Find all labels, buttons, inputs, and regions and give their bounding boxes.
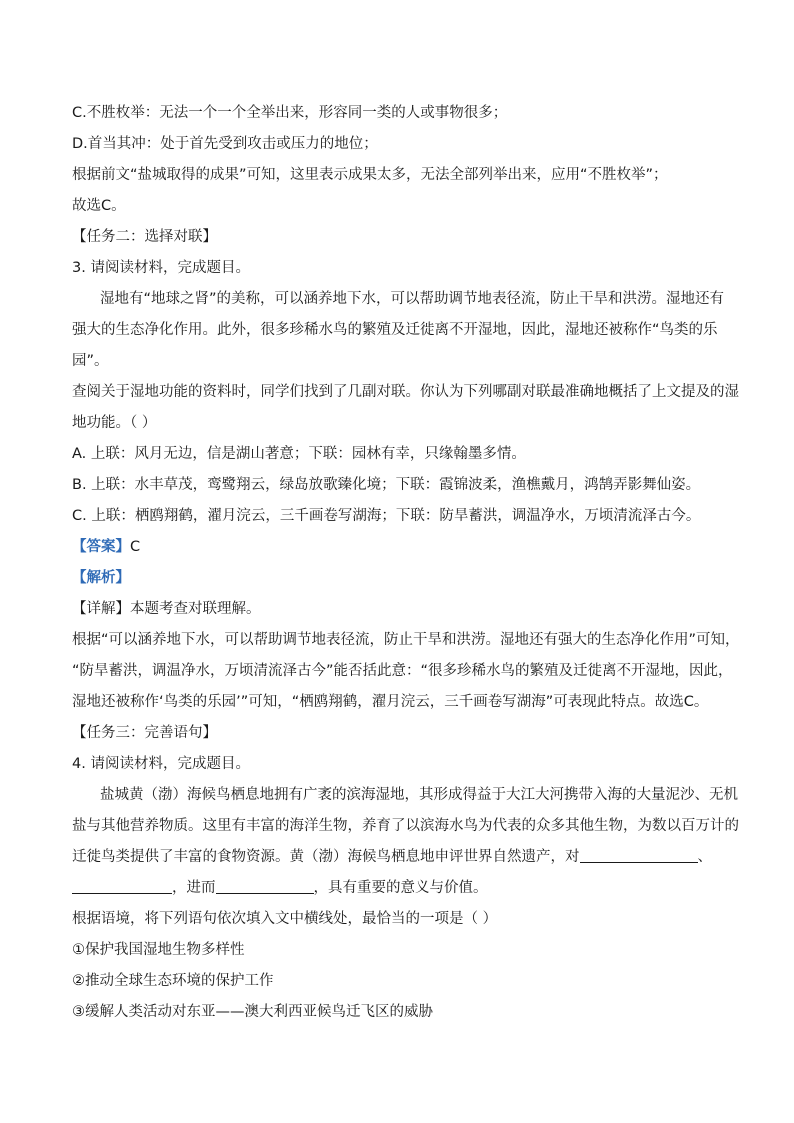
text-segment: ，具有重要的意义与价值。 — [313, 880, 488, 896]
choice-item-1: ①保护我国湿地生物多样性 — [72, 942, 245, 958]
analysis-tag: 【解析】 — [72, 570, 130, 586]
text-line: C.不胜枚举：无法一个一个全举出来，形容同一类的人或事物很多； — [72, 105, 508, 121]
option-b: B. 上联：水丰草茂，鸾鹭翔云，绿岛放歌臻化境；下联：霞锦波柔，渔樵戴月，鸿鹄弄影舞仙姿。 — [72, 477, 701, 493]
text-segment: 、 — [697, 849, 712, 865]
material-paragraph: 盐与其他营养物质。这里有丰富的海洋生物，养育了以滨海水鸟为代表的众多其他生物，为数以百万计的 — [72, 818, 739, 834]
explanation-line: 湿地还被称作‘鸟类的乐园’”可知，“栖鸥翔鹤，濯月浣云，三千画卷写湖海”可表现此特点。故选C。 — [72, 694, 709, 710]
section-heading: 【任务二：选择对联】 — [72, 229, 217, 245]
explanation-line: 根据“可以涵养地下水，可以帮助调节地表径流，防止干旱和洪涝。湿地还有强大的生态净化作用”可知， — [72, 632, 740, 648]
fill-blank-3 — [216, 879, 314, 894]
section-heading: 【任务三：完善语句】 — [72, 725, 217, 741]
material-paragraph: 强大的生态净化作用。此外，很多珍稀水鸟的繁殖及迁徙离不开湿地，因此，湿地还被称作“鸟类的乐 — [72, 322, 718, 338]
question-stem: 根据语境，将下列语句依次填入文中横线处，最恰当的一项是（ ） — [72, 911, 498, 927]
text-line: D.首当其冲：处于首先受到攻击或压力的地位； — [72, 136, 378, 152]
text-segment: 迁徙鸟类提供了丰富的食物资源。黄（渤）海候鸟栖息地申评世界自然遗产，对 — [72, 849, 580, 865]
text-line: 根据前文“盐城取得的成果”可知，这里表示成果太多，无法全部列举出来，应用“不胜枚举”； — [72, 167, 668, 183]
fill-blank-1 — [580, 848, 698, 863]
material-paragraph: 园”。 — [72, 353, 109, 369]
choice-item-2: ②推动全球生态环境的保护工作 — [72, 973, 274, 989]
material-paragraph — [72, 878, 732, 898]
explanation-line: “防旱蓄洪，调温净水，万顷清流泽古今”能否括此意：“很多珍稀水鸟的繁殖及迁徙离不开湿地，因此， — [72, 663, 733, 679]
detail-line: 【详解】本题考查对联理解。 — [72, 601, 261, 617]
option-a: A. 上联：风月无边，信是湖山著意；下联：园林有幸，只缘翰墨多情。 — [72, 446, 526, 462]
question-title: 4. 请阅读材料，完成题目。 — [72, 756, 250, 772]
answer-line — [72, 537, 732, 557]
material-paragraph: 湿地有“地球之肾”的美称，可以涵养地下水，可以帮助调节地表径流，防止干旱和洪涝。湿地还有 — [100, 291, 725, 307]
choice-item-3: ③缓解人类活动对东亚——澳大利西亚候鸟迁飞区的威胁 — [72, 1004, 433, 1020]
question-stem: 查阅关于湿地功能的资料时，同学们找到了几副对联。你认为下列哪副对联最准确地概括了上文提及的湿 — [72, 384, 739, 400]
answer-tag: 【答案】 — [72, 539, 130, 555]
fill-blank-2 — [72, 879, 172, 894]
text-segment: ，进而 — [172, 880, 216, 896]
answer-value: C — [130, 539, 141, 555]
question-stem: 地功能。（ ） — [72, 415, 157, 431]
question-title: 3. 请阅读材料，完成题目。 — [72, 260, 250, 276]
material-paragraph: 盐城黄（渤）海候鸟栖息地拥有广袤的滨海湿地，其形成得益于大江大河携带入海的大量泥沙、无机 — [100, 787, 738, 803]
option-c: C. 上联：栖鸥翔鹤，濯月浣云，三千画卷写湖海；下联：防旱蓄洪，调温净水，万顷清流泽古今。 — [72, 508, 701, 524]
text-line: 故选C。 — [72, 198, 126, 214]
material-paragraph — [72, 847, 732, 867]
